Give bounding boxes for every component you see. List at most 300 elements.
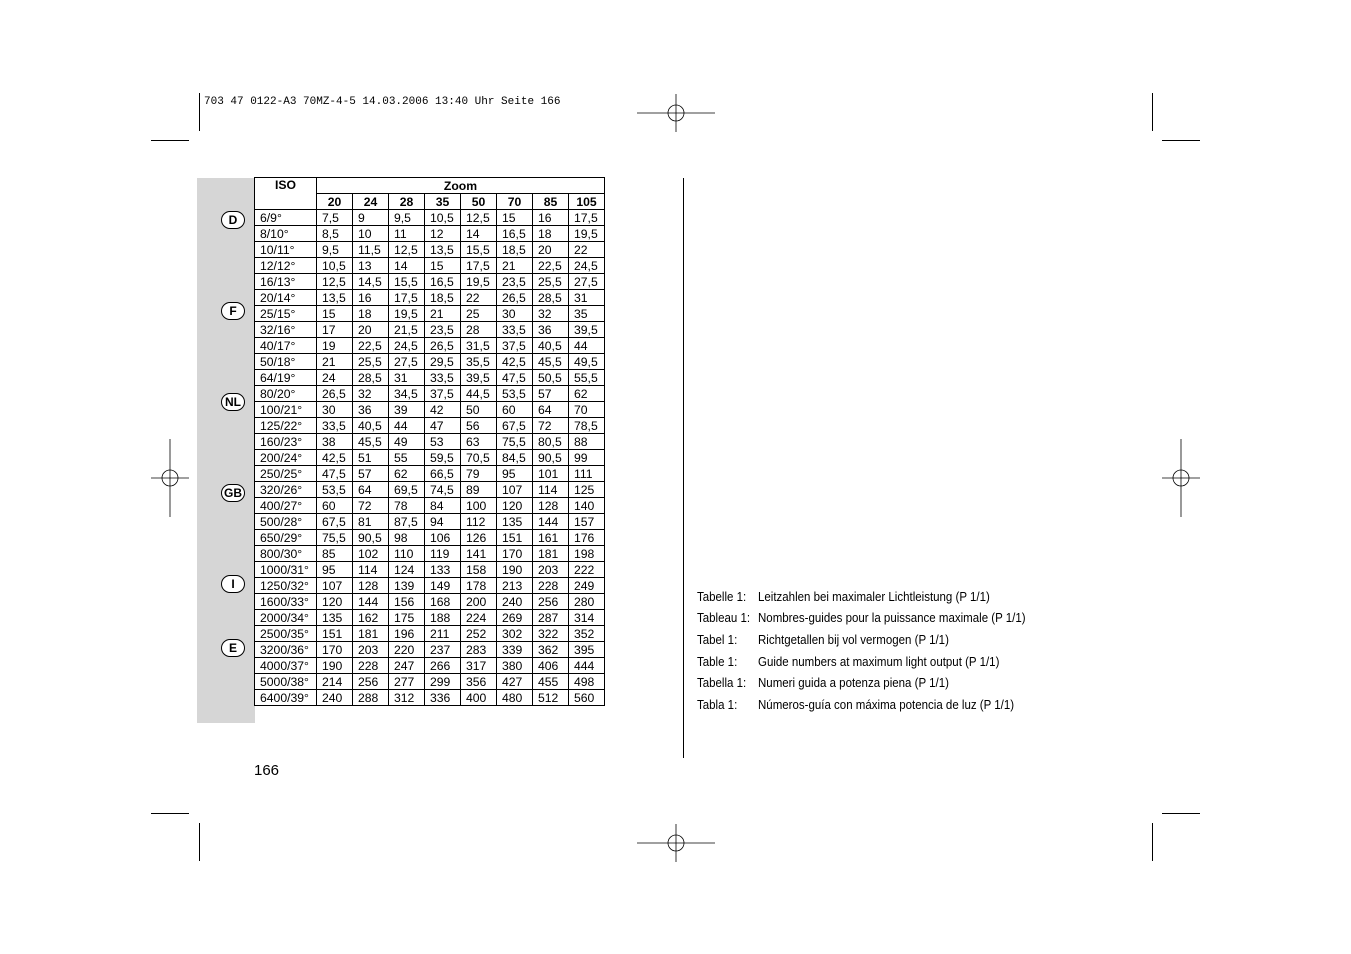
- guide-number-cell: 406: [533, 658, 569, 674]
- guide-number-cell: 90,5: [353, 530, 389, 546]
- guide-number-cell: 94: [425, 514, 461, 530]
- guide-number-cell: 252: [461, 626, 497, 642]
- guide-number-cell: 101: [533, 466, 569, 482]
- zoom-value-header: 105: [569, 194, 605, 210]
- guide-number-cell: 240: [317, 690, 353, 706]
- guide-number-cell: 78,5: [569, 418, 605, 434]
- guide-number-cell: 237: [425, 642, 461, 658]
- guide-number-cell: 70: [569, 402, 605, 418]
- table-row: [255, 594, 605, 610]
- guide-number-cell: 224: [461, 610, 497, 626]
- guide-number-cell: 64: [353, 482, 389, 498]
- table-row: [255, 690, 605, 706]
- guide-number-cell: 15: [497, 210, 533, 226]
- guide-number-cell: 67,5: [317, 514, 353, 530]
- guide-number-cell: 12,5: [317, 274, 353, 290]
- table-row: [255, 562, 605, 578]
- language-badge-it: I: [221, 575, 245, 593]
- guide-number-cell: 135: [317, 610, 353, 626]
- guide-number-cell: 222: [569, 562, 605, 578]
- guide-number-cell: 427: [497, 674, 533, 690]
- table-row: [255, 290, 605, 306]
- iso-cell: 64/19°: [255, 370, 317, 386]
- guide-number-cell: 63: [461, 434, 497, 450]
- guide-number-cell: 120: [317, 594, 353, 610]
- guide-number-cell: 56: [461, 418, 497, 434]
- guide-number-cell: 60: [317, 498, 353, 514]
- guide-number-cell: 203: [533, 562, 569, 578]
- guide-number-cell: 314: [569, 610, 605, 626]
- guide-number-cell: 170: [497, 546, 533, 562]
- guide-number-cell: 26,5: [317, 386, 353, 402]
- guide-number-cell: 106: [425, 530, 461, 546]
- guide-number-cell: 144: [353, 594, 389, 610]
- guide-number-cell: 12,5: [461, 210, 497, 226]
- guide-number-cell: 33,5: [497, 322, 533, 338]
- guide-number-cell: 26,5: [425, 338, 461, 354]
- table-row: [255, 482, 605, 498]
- caption-label: Tabla 1:: [697, 697, 738, 712]
- iso-cell: 125/22°: [255, 418, 317, 434]
- guide-number-cell: 288: [353, 690, 389, 706]
- guide-number-cell: 19,5: [461, 274, 497, 290]
- guide-number-cell: 99: [569, 450, 605, 466]
- registration-mark-bottom: [637, 824, 715, 862]
- guide-number-cell: 84,5: [497, 450, 533, 466]
- guide-number-cell: 32: [533, 306, 569, 322]
- guide-number-cell: 84: [425, 498, 461, 514]
- guide-number-cell: 112: [461, 514, 497, 530]
- table-row: [255, 674, 605, 690]
- guide-number-cell: 20: [353, 322, 389, 338]
- guide-number-cell: 302: [497, 626, 533, 642]
- guide-number-cell: 480: [497, 690, 533, 706]
- guide-number-cell: 25,5: [353, 354, 389, 370]
- guide-number-cell: 444: [569, 658, 605, 674]
- guide-number-cell: 114: [533, 482, 569, 498]
- guide-number-cell: 28: [461, 322, 497, 338]
- iso-cell: 250/25°: [255, 466, 317, 482]
- guide-number-cell: 15: [317, 306, 353, 322]
- guide-number-cell: 17,5: [461, 258, 497, 274]
- guide-number-cell: 25,5: [533, 274, 569, 290]
- caption-text: Numeri guida a potenza piena (P 1/1): [758, 676, 949, 691]
- guide-number-cell: 42,5: [317, 450, 353, 466]
- caption-de: [697, 586, 1049, 608]
- guide-number-cell: 79: [461, 466, 497, 482]
- language-badge-fr: F: [221, 302, 245, 320]
- guide-number-cell: 39,5: [569, 322, 605, 338]
- iso-header: ISO: [255, 178, 317, 210]
- iso-cell: 25/15°: [255, 306, 317, 322]
- iso-cell: 1250/32°: [255, 578, 317, 594]
- guide-number-cell: 119: [425, 546, 461, 562]
- guide-number-cell: 39: [389, 402, 425, 418]
- table-row: [255, 514, 605, 530]
- iso-cell: 6/9°: [255, 210, 317, 226]
- guide-number-cell: 211: [425, 626, 461, 642]
- table-row: [255, 386, 605, 402]
- guide-number-cell: 124: [389, 562, 425, 578]
- guide-number-cell: 21: [425, 306, 461, 322]
- guide-number-cell: 23,5: [497, 274, 533, 290]
- iso-cell: 200/24°: [255, 450, 317, 466]
- guide-number-cell: 12: [425, 226, 461, 242]
- guide-number-cell: 16: [533, 210, 569, 226]
- guide-number-cell: 22,5: [533, 258, 569, 274]
- guide-number-cell: 67,5: [497, 418, 533, 434]
- guide-number-cell: 36: [353, 402, 389, 418]
- guide-number-cell: 18,5: [425, 290, 461, 306]
- guide-number-cell: 141: [461, 546, 497, 562]
- guide-number-cell: 74,5: [425, 482, 461, 498]
- zoom-value-header: 35: [425, 194, 461, 210]
- table-row: [255, 274, 605, 290]
- guide-number-cell: 35: [569, 306, 605, 322]
- guide-number-cell: 24,5: [569, 258, 605, 274]
- guide-number-cell: 213: [497, 578, 533, 594]
- iso-cell: 12/12°: [255, 258, 317, 274]
- iso-cell: 100/21°: [255, 402, 317, 418]
- language-badge-de: D: [221, 211, 245, 229]
- guide-number-cell: 151: [497, 530, 533, 546]
- table-row: [255, 306, 605, 322]
- guide-number-cell: 256: [353, 674, 389, 690]
- guide-number-cell: 23,5: [425, 322, 461, 338]
- table-body: [255, 210, 605, 706]
- guide-number-cell: 198: [569, 546, 605, 562]
- guide-number-cell: 19,5: [389, 306, 425, 322]
- guide-number-cell: 72: [533, 418, 569, 434]
- guide-number-cell: 53,5: [497, 386, 533, 402]
- caption-label: Tabelle 1:: [697, 589, 747, 604]
- guide-number-cell: 69,5: [389, 482, 425, 498]
- guide-number-cell: 158: [461, 562, 497, 578]
- guide-number-cell: 336: [425, 690, 461, 706]
- table-row: [255, 370, 605, 386]
- language-badge-es: E: [221, 639, 245, 657]
- iso-cell: 80/20°: [255, 386, 317, 402]
- guide-number-cell: 111: [569, 466, 605, 482]
- guide-number-cell: 9: [353, 210, 389, 226]
- guide-number-cell: 144: [533, 514, 569, 530]
- iso-cell: 800/30°: [255, 546, 317, 562]
- guide-number-cell: 15,5: [461, 242, 497, 258]
- iso-cell: 3200/36°: [255, 642, 317, 658]
- guide-number-cell: 16,5: [497, 226, 533, 242]
- guide-number-cell: 181: [533, 546, 569, 562]
- guide-number-cell: 8,5: [317, 226, 353, 242]
- guide-number-cell: 19,5: [569, 226, 605, 242]
- iso-cell: 5000/38°: [255, 674, 317, 690]
- guide-number-cell: 114: [353, 562, 389, 578]
- guide-number-cell: 247: [389, 658, 425, 674]
- guide-number-cell: 256: [533, 594, 569, 610]
- guide-number-cell: 175: [389, 610, 425, 626]
- guide-number-cell: 24,5: [389, 338, 425, 354]
- guide-number-cell: 32: [353, 386, 389, 402]
- table-row: [255, 642, 605, 658]
- guide-number-cell: 126: [461, 530, 497, 546]
- caption-text: Leitzahlen bei maximaler Lichtleistung (P 1/1): [758, 589, 990, 604]
- table-header-row: [255, 178, 605, 194]
- zoom-value-header: 20: [317, 194, 353, 210]
- guide-number-cell: 22: [461, 290, 497, 306]
- guide-number-cell: 280: [569, 594, 605, 610]
- caption-es: [697, 694, 1049, 716]
- guide-number-cell: 90,5: [533, 450, 569, 466]
- guide-number-cell: 53,5: [317, 482, 353, 498]
- guide-number-cell: 20: [533, 242, 569, 258]
- iso-cell: 20/14°: [255, 290, 317, 306]
- guide-number-cell: 168: [425, 594, 461, 610]
- guide-number-cell: 25: [461, 306, 497, 322]
- table-row: [255, 210, 605, 226]
- guide-number-cell: 12,5: [389, 242, 425, 258]
- guide-number-cell: 30: [497, 306, 533, 322]
- zoom-value-header: 28: [389, 194, 425, 210]
- guide-number-cell: 80,5: [533, 434, 569, 450]
- guide-number-cell: 203: [353, 642, 389, 658]
- caption-text: Números-guía con máxima potencia de luz (P 1/1): [758, 697, 1015, 712]
- guide-number-cell: 322: [533, 626, 569, 642]
- guide-number-cell: 87,5: [389, 514, 425, 530]
- caption-label: Table 1:: [697, 654, 738, 669]
- guide-number-cell: 55,5: [569, 370, 605, 386]
- guide-number-cell: 45,5: [533, 354, 569, 370]
- iso-cell: 50/18°: [255, 354, 317, 370]
- guide-number-cell: 102: [353, 546, 389, 562]
- guide-number-cell: 9,5: [317, 242, 353, 258]
- guide-number-cell: 156: [389, 594, 425, 610]
- guide-number-cell: 170: [317, 642, 353, 658]
- caption-text: Guide numbers at maximum light output (P 1/1): [758, 654, 1000, 669]
- guide-number-cell: 107: [497, 482, 533, 498]
- guide-number-cell: 19: [317, 338, 353, 354]
- guide-number-cell: 9,5: [389, 210, 425, 226]
- guide-number-cell: 14: [389, 258, 425, 274]
- guide-number-cell: 178: [461, 578, 497, 594]
- page-number: 166: [254, 762, 280, 779]
- guide-number-cell: 26,5: [497, 290, 533, 306]
- guide-number-cell: 13: [353, 258, 389, 274]
- zoom-value-header: 50: [461, 194, 497, 210]
- guide-number-cell: 14,5: [353, 274, 389, 290]
- guide-number-cell: 249: [569, 578, 605, 594]
- guide-number-cell: 140: [569, 498, 605, 514]
- guide-number-cell: 62: [389, 466, 425, 482]
- guide-number-cell: 55: [389, 450, 425, 466]
- guide-number-cell: 45,5: [353, 434, 389, 450]
- guide-number-cell: 16: [353, 290, 389, 306]
- guide-number-cell: 15: [425, 258, 461, 274]
- guide-number-cell: 21: [317, 354, 353, 370]
- guide-number-cell: 190: [497, 562, 533, 578]
- registration-mark-top: [637, 94, 715, 132]
- guide-number-cell: 40,5: [533, 338, 569, 354]
- table-captions: [697, 586, 1049, 716]
- guide-number-cell: 30: [317, 402, 353, 418]
- caption-fr: [697, 608, 1049, 630]
- iso-cell: 1000/31°: [255, 562, 317, 578]
- guide-number-cell: 10: [353, 226, 389, 242]
- guide-number-cell: 266: [425, 658, 461, 674]
- guide-number-cell: 125: [569, 482, 605, 498]
- iso-cell: 1600/33°: [255, 594, 317, 610]
- table-row: [255, 610, 605, 626]
- iso-cell: 32/16°: [255, 322, 317, 338]
- guide-number-cell: 75,5: [317, 530, 353, 546]
- guide-number-cell: 40,5: [353, 418, 389, 434]
- table-row: [255, 450, 605, 466]
- guide-number-cell: 31,5: [461, 338, 497, 354]
- guide-number-cell: 400: [461, 690, 497, 706]
- guide-number-cell: 220: [389, 642, 425, 658]
- guide-number-cell: 18,5: [497, 242, 533, 258]
- guide-number-cell: 31: [389, 370, 425, 386]
- guide-number-table: [254, 177, 605, 706]
- table-row: [255, 530, 605, 546]
- guide-number-cell: 317: [461, 658, 497, 674]
- caption-label: Tableau 1:: [697, 611, 751, 626]
- guide-number-cell: 512: [533, 690, 569, 706]
- iso-cell: 500/28°: [255, 514, 317, 530]
- guide-number-cell: 17,5: [389, 290, 425, 306]
- iso-cell: 650/29°: [255, 530, 317, 546]
- guide-number-cell: 133: [425, 562, 461, 578]
- guide-number-cell: 81: [353, 514, 389, 530]
- guide-number-cell: 29,5: [425, 354, 461, 370]
- zoom-value-header: 70: [497, 194, 533, 210]
- guide-number-cell: 196: [389, 626, 425, 642]
- table-row: [255, 578, 605, 594]
- guide-number-cell: 39,5: [461, 370, 497, 386]
- guide-number-cell: 31: [569, 290, 605, 306]
- table-row: [255, 626, 605, 642]
- caption-label: Tabella 1:: [697, 676, 747, 691]
- guide-number-cell: 38: [317, 434, 353, 450]
- guide-number-cell: 362: [533, 642, 569, 658]
- guide-number-cell: 228: [533, 578, 569, 594]
- iso-cell: 2500/35°: [255, 626, 317, 642]
- guide-number-cell: 277: [389, 674, 425, 690]
- iso-cell: 6400/39°: [255, 690, 317, 706]
- guide-number-cell: 37,5: [425, 386, 461, 402]
- guide-number-cell: 78: [389, 498, 425, 514]
- guide-number-cell: 44: [389, 418, 425, 434]
- guide-number-cell: 95: [317, 562, 353, 578]
- guide-number-cell: 120: [497, 498, 533, 514]
- guide-number-cell: 28,5: [533, 290, 569, 306]
- registration-mark-left: [151, 439, 189, 517]
- guide-number-cell: 75,5: [497, 434, 533, 450]
- guide-number-cell: 33,5: [317, 418, 353, 434]
- guide-number-cell: 395: [569, 642, 605, 658]
- table-row: [255, 418, 605, 434]
- guide-number-cell: 161: [533, 530, 569, 546]
- guide-number-cell: 50: [461, 402, 497, 418]
- guide-number-cell: 10,5: [425, 210, 461, 226]
- guide-number-cell: 34,5: [389, 386, 425, 402]
- guide-number-cell: 57: [353, 466, 389, 482]
- guide-number-cell: 162: [353, 610, 389, 626]
- guide-number-cell: 151: [317, 626, 353, 642]
- zoom-value-header: 85: [533, 194, 569, 210]
- guide-number-cell: 95: [497, 466, 533, 482]
- guide-number-cell: 50,5: [533, 370, 569, 386]
- table-row: [255, 354, 605, 370]
- guide-number-cell: 17: [317, 322, 353, 338]
- iso-cell: 160/23°: [255, 434, 317, 450]
- guide-number-cell: 37,5: [497, 338, 533, 354]
- page-divider: [683, 178, 684, 758]
- guide-number-cell: 7,5: [317, 210, 353, 226]
- caption-label: Tabel 1:: [697, 632, 738, 647]
- guide-number-cell: 21: [497, 258, 533, 274]
- guide-number-cell: 64: [533, 402, 569, 418]
- guide-number-cell: 59,5: [425, 450, 461, 466]
- guide-number-cell: 190: [317, 658, 353, 674]
- guide-number-cell: 66,5: [425, 466, 461, 482]
- guide-number-cell: 85: [317, 546, 353, 562]
- print-header: 703 47 0122-A3 70MZ-4-5 14.03.2006 13:40 Uhr Seite 166: [204, 96, 561, 108]
- guide-number-cell: 15,5: [389, 274, 425, 290]
- caption-nl: [697, 629, 1049, 651]
- guide-number-cell: 11: [389, 226, 425, 242]
- guide-number-cell: 287: [533, 610, 569, 626]
- guide-number-cell: 380: [497, 658, 533, 674]
- guide-number-cell: 100: [461, 498, 497, 514]
- guide-number-cell: 139: [389, 578, 425, 594]
- zoom-value-header: 24: [353, 194, 389, 210]
- guide-number-cell: 283: [461, 642, 497, 658]
- caption-it: [697, 672, 1049, 694]
- guide-number-cell: 72: [353, 498, 389, 514]
- guide-number-cell: 44,5: [461, 386, 497, 402]
- guide-number-cell: 22,5: [353, 338, 389, 354]
- guide-number-cell: 47,5: [497, 370, 533, 386]
- guide-number-cell: 228: [353, 658, 389, 674]
- guide-number-cell: 299: [425, 674, 461, 690]
- guide-number-cell: 128: [353, 578, 389, 594]
- caption-text: Nombres-guides pour la puissance maximale (P 1/1): [758, 611, 1026, 626]
- guide-number-cell: 33,5: [425, 370, 461, 386]
- table-row: [255, 658, 605, 674]
- guide-number-cell: 339: [497, 642, 533, 658]
- guide-number-cell: 22: [569, 242, 605, 258]
- table-row: [255, 338, 605, 354]
- guide-number-cell: 11,5: [353, 242, 389, 258]
- guide-number-cell: 455: [533, 674, 569, 690]
- guide-number-cell: 356: [461, 674, 497, 690]
- guide-number-cell: 47,5: [317, 466, 353, 482]
- guide-number-cell: 13,5: [425, 242, 461, 258]
- table-row: [255, 242, 605, 258]
- language-badge-nl: NL: [221, 393, 245, 411]
- guide-number-cell: 200: [461, 594, 497, 610]
- zoom-header: Zoom: [317, 178, 605, 194]
- guide-number-cell: 181: [353, 626, 389, 642]
- registration-mark-right: [1162, 439, 1200, 517]
- guide-number-cell: 214: [317, 674, 353, 690]
- guide-number-cell: 35,5: [461, 354, 497, 370]
- guide-number-cell: 51: [353, 450, 389, 466]
- guide-number-cell: 28,5: [353, 370, 389, 386]
- table-row: [255, 498, 605, 514]
- guide-number-cell: 89: [461, 482, 497, 498]
- guide-number-cell: 27,5: [569, 274, 605, 290]
- guide-number-cell: 128: [533, 498, 569, 514]
